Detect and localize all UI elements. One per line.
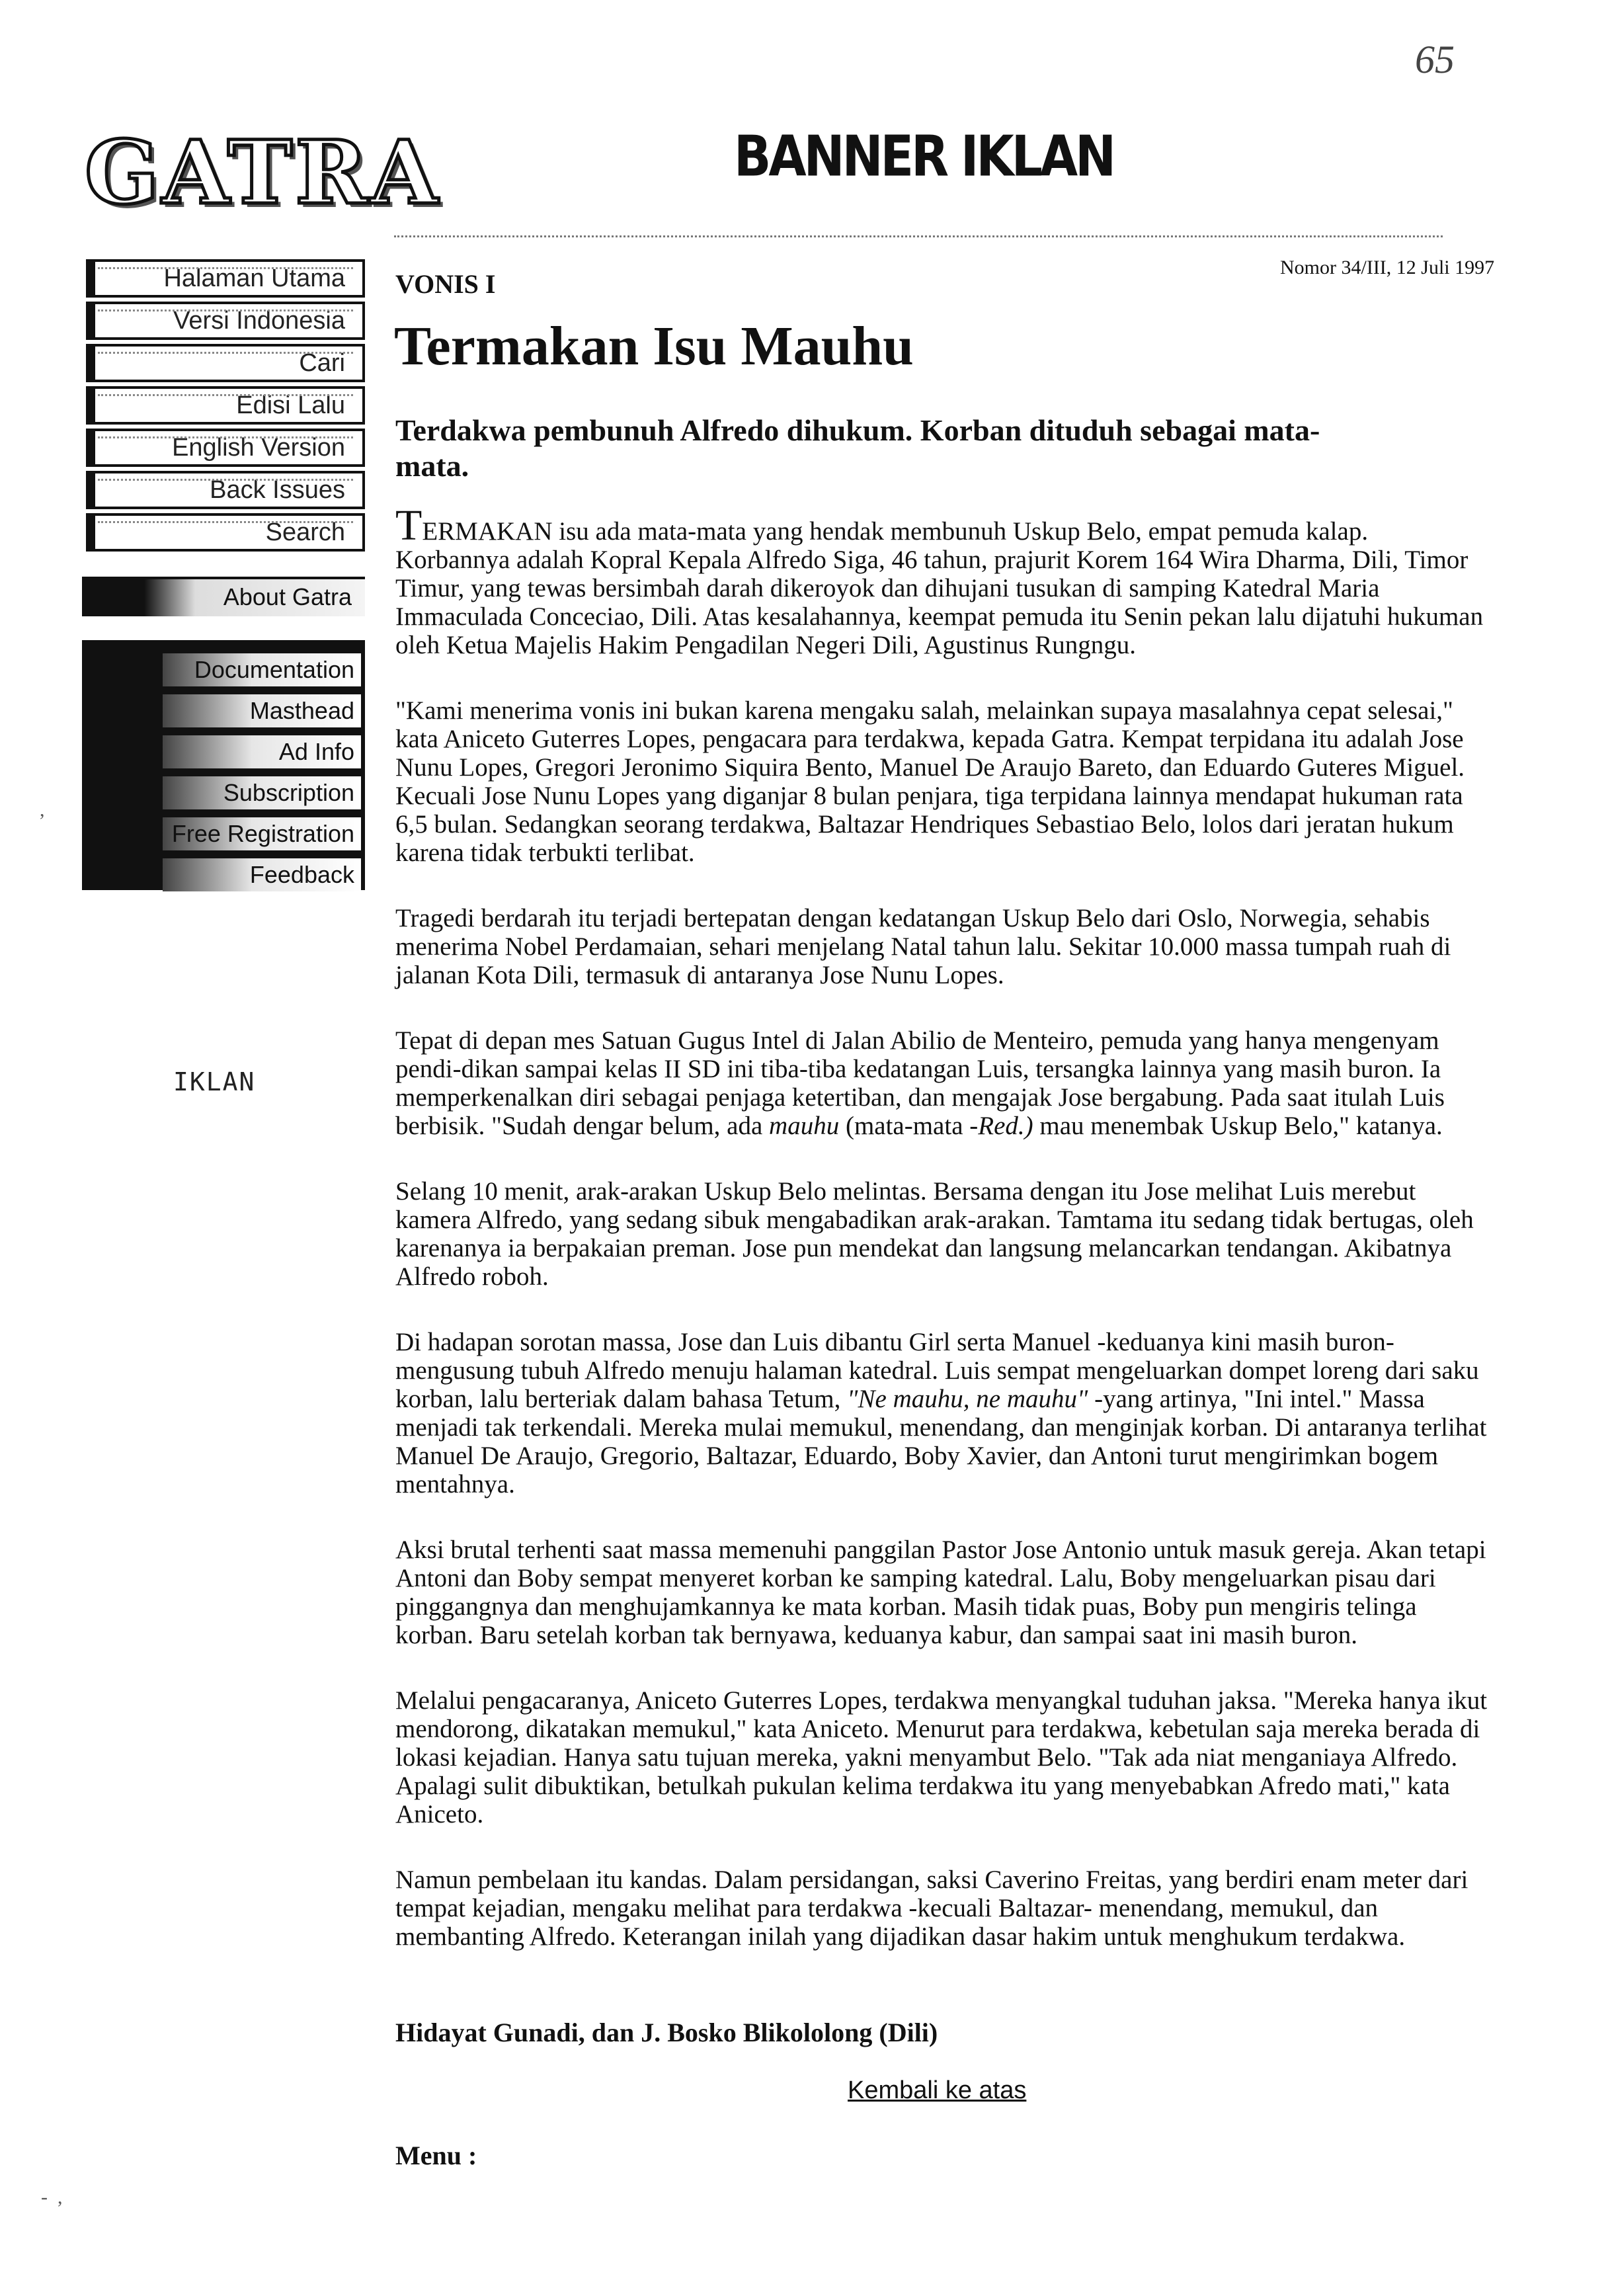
article-headline: Termakan Isu Mauhu — [394, 315, 914, 377]
paragraph-5: Selang 10 menit, arak-arakan Uskup Belo melintas. Bersama dengan itu Jose melihat Luis merebut kamera Alfredo, yang sedang sibuk mengabadikan arak-arakan. Tamtama itu sedang tidak bertugas, oleh karenanya ia berpakaian preman. Jose pun mendekat dan langsung melancarkan tendangan. Akibatnya Alfredo roboh. — [395, 1177, 1474, 1291]
paragraph-6-text-a: Di hadapan sorotan massa, Jose dan Luis dibantu Girl serta Manuel -keduanya kini masih buron- mengusung tubuh Alfredo menuju halaman katedral. Luis sempat mengeluarkan dompet loreng dari saku korban, lalu berteriak dalam bahasa Tetum, — [395, 1328, 1479, 1413]
scan-speck: - , — [41, 2186, 63, 2208]
nav-subscription[interactable]: Subscription — [163, 776, 361, 809]
nav-masthead[interactable]: Masthead — [163, 694, 361, 727]
article-subhead: Terdakwa pembunuh Alfredo dihukum. Korban dituduh sebagai mata-mata. — [395, 413, 1320, 483]
nav-ad-info[interactable]: Ad Info — [163, 735, 361, 768]
nav-english-version[interactable]: English Version — [86, 429, 365, 467]
drop-cap: T — [395, 501, 422, 550]
nav-back-issues[interactable]: Back Issues — [86, 471, 365, 509]
paragraph-7: Aksi brutal terhenti saat massa memenuhi panggilan Pastor Jose Antonio untuk masuk gereja. Akan tetapi Antoni dan Boby sempat menyeret korban ke samping katedral. Lalu, Boby mengeluarkan pisau dari pinggangnya dan menghujamkannya ke mata korban. Masih tidak puas, Boby pun mengiris telinga korban. Baru setelah korban tak bernyawa, keduanya kabur, dan sampai saat ini masih buron. — [395, 1536, 1486, 1649]
paragraph-6-text-b: -yang artinya, "Ini intel." Massa menjadi tak terkendali. Mereka mulai memukul, menendang, dan menginjak korban. Di antaranya terlihat Manuel De Araujo, Gregorio, Baltazar, Eduardo, Boby Xavier, dan Antoni turut mengirimkan bogem mentahnya. — [395, 1385, 1487, 1498]
paragraph-1-text: ERMAKAN isu ada mata-mata yang hendak membunuh Uskup Belo, empat pemuda kalap. Korbannya adalah Kopral Kepala Alfredo Siga, 46 tahun, prajurit Korem 164 Wira Dharma, Dili, Timor Timur, yang tewas bersimbah darah dikeroyok dan dihujani tusukan di samping Katedral Maria Immaculada Conceciao, Dili. Atas kesalahannya, keempat pemuda itu Senin pekan lalu dijatuhi hukuman oleh Ketua Majelis Hakim Pengadilan Negeri Dili, Agustinus Rungngu. — [395, 517, 1484, 659]
nav-versi-indonesia[interactable]: Versi Indonesia — [86, 302, 365, 340]
side-ad-label: IKLAN — [173, 1067, 256, 1096]
paragraph-4-text-c: mau menembak Uskup Belo," katanya. — [1033, 1112, 1443, 1140]
article-byline: Hidayat Gunadi, dan J. Bosko Blikololong (Dili) — [395, 2018, 938, 2047]
nav-documentation[interactable]: Documentation — [163, 653, 361, 686]
paragraph-2: "Kami menerima vonis ini bukan karena mengaku salah, melainkan supaya masalahnya cepat selesai," kata Aniceto Guterres Lopes, pengacara para terdakwa, kepada Gatra. Kempat terpidana itu adalah Jose Nunu Lopes, Gregori Jeronimo Siquira Bento, Manuel De Araujo Bareto, dan Eduardo Guteres Miguel. Kecuali Jose Nunu Lopes yang diganjar 8 bulan penjara, tiga terpidana lainnya mendapat hukuman rata 6,5 bulan. Sedangkan seorang terdakwa, Baltazar Hendriques Sebastiao Belo, lolos dari jeratan hukum karena tidak terbukti terlibat. — [395, 696, 1465, 867]
paragraph-6-emphasis-tetum: "Ne mauhu, ne mauhu" — [847, 1385, 1088, 1413]
back-to-top-link[interactable]: Kembali ke atas — [848, 2076, 1027, 2104]
paragraph-6 — [395, 1328, 1489, 1498]
issue-date: Nomor 34/III, 12 Juli 1997 — [1280, 257, 1495, 278]
nav-cari[interactable]: Cari — [86, 344, 365, 382]
paragraph-9: Namun pembelaan itu kandas. Dalam persidangan, saksi Caverino Freitas, yang berdiri enam meter dari tempat kejadian, mengaku melihat para terdakwa -kecuali Baltazar- menendang, memukul, dan membanting Alfredo. Keterangan inilah yang dijadikan dasar hakim untuk menghukum terdakwa. — [395, 1866, 1468, 1951]
nav-halaman-utama[interactable]: Halaman Utama — [86, 259, 365, 298]
article-kicker: VONIS I — [395, 269, 496, 299]
header-divider — [394, 235, 1443, 237]
menu-label: Menu : — [395, 2141, 477, 2170]
paragraph-4 — [395, 1026, 1489, 1140]
gatra-logo[interactable]: GATRA — [85, 122, 441, 224]
nav-edisi-lalu[interactable]: Edisi Lalu — [86, 386, 365, 425]
handwritten-page-mark: 65 — [1415, 38, 1455, 81]
nav-feedback[interactable]: Feedback — [163, 858, 361, 891]
paragraph-8: Melalui pengacaranya, Aniceto Guterres Lopes, terdakwa menyangkal tuduhan jaksa. "Mereka hanya ikut mendorong, dikatakan memukul," kata Aniceto. Menurut para terdakwa, kebetulan saja mereka berada di lokasi kejadian. Hanya satu tujuan mereka, yakni menyambut Belo. "Tak ada niat menganiaya Alfredo. Apalagi sulit dibuktikan, betulkah pukulan kelima terdakwa itu yang menyebabkan Afredo mati," kata Aniceto. — [395, 1686, 1488, 1828]
banner-ad[interactable]: BANNER IKLAN — [734, 124, 1114, 190]
paragraph-3: Tragedi berdarah itu terjadi bertepatan dengan kedatangan Uskup Belo dari Oslo, Norwegia, sehabis menerima Nobel Perdamaian, sehari menjelang Natal tahun lalu. Sekitar 10.000 massa tumpah ruah di jalanan Kota Dili, termasuk di antaranya Jose Nunu Lopes. — [395, 904, 1451, 989]
paragraph-1 — [395, 501, 1489, 659]
paragraph-4-text-a: Tepat di depan mes Satuan Gugus Intel di Jalan Abilio de Menteiro, pemuda yang hanya mengenyam pendi-dikan sampai kelas II SD ini tiba-tiba kedatangan Luis, tersangka lainnya yang masih buron. Ia memperkenalkan diri sebagai penjaga ketertiban, dan mengajak Jose bergabung. Pada saat itulah Luis berbisik. "Sudah dengar belum, ada — [395, 1026, 1445, 1140]
scan-speck: , — [40, 799, 45, 821]
paragraph-4-emphasis-mauhu: mauhu — [769, 1112, 840, 1140]
paragraph-4-emphasis-red: -Red.) — [969, 1112, 1033, 1140]
paragraph-4-text-b: (mata-mata — [839, 1112, 970, 1140]
article-body — [395, 501, 1489, 1988]
nav-search[interactable]: Search — [86, 513, 365, 552]
nav-free-registration[interactable]: Free Registration — [163, 817, 361, 850]
nav-about-gatra[interactable]: About Gatra — [82, 577, 365, 616]
